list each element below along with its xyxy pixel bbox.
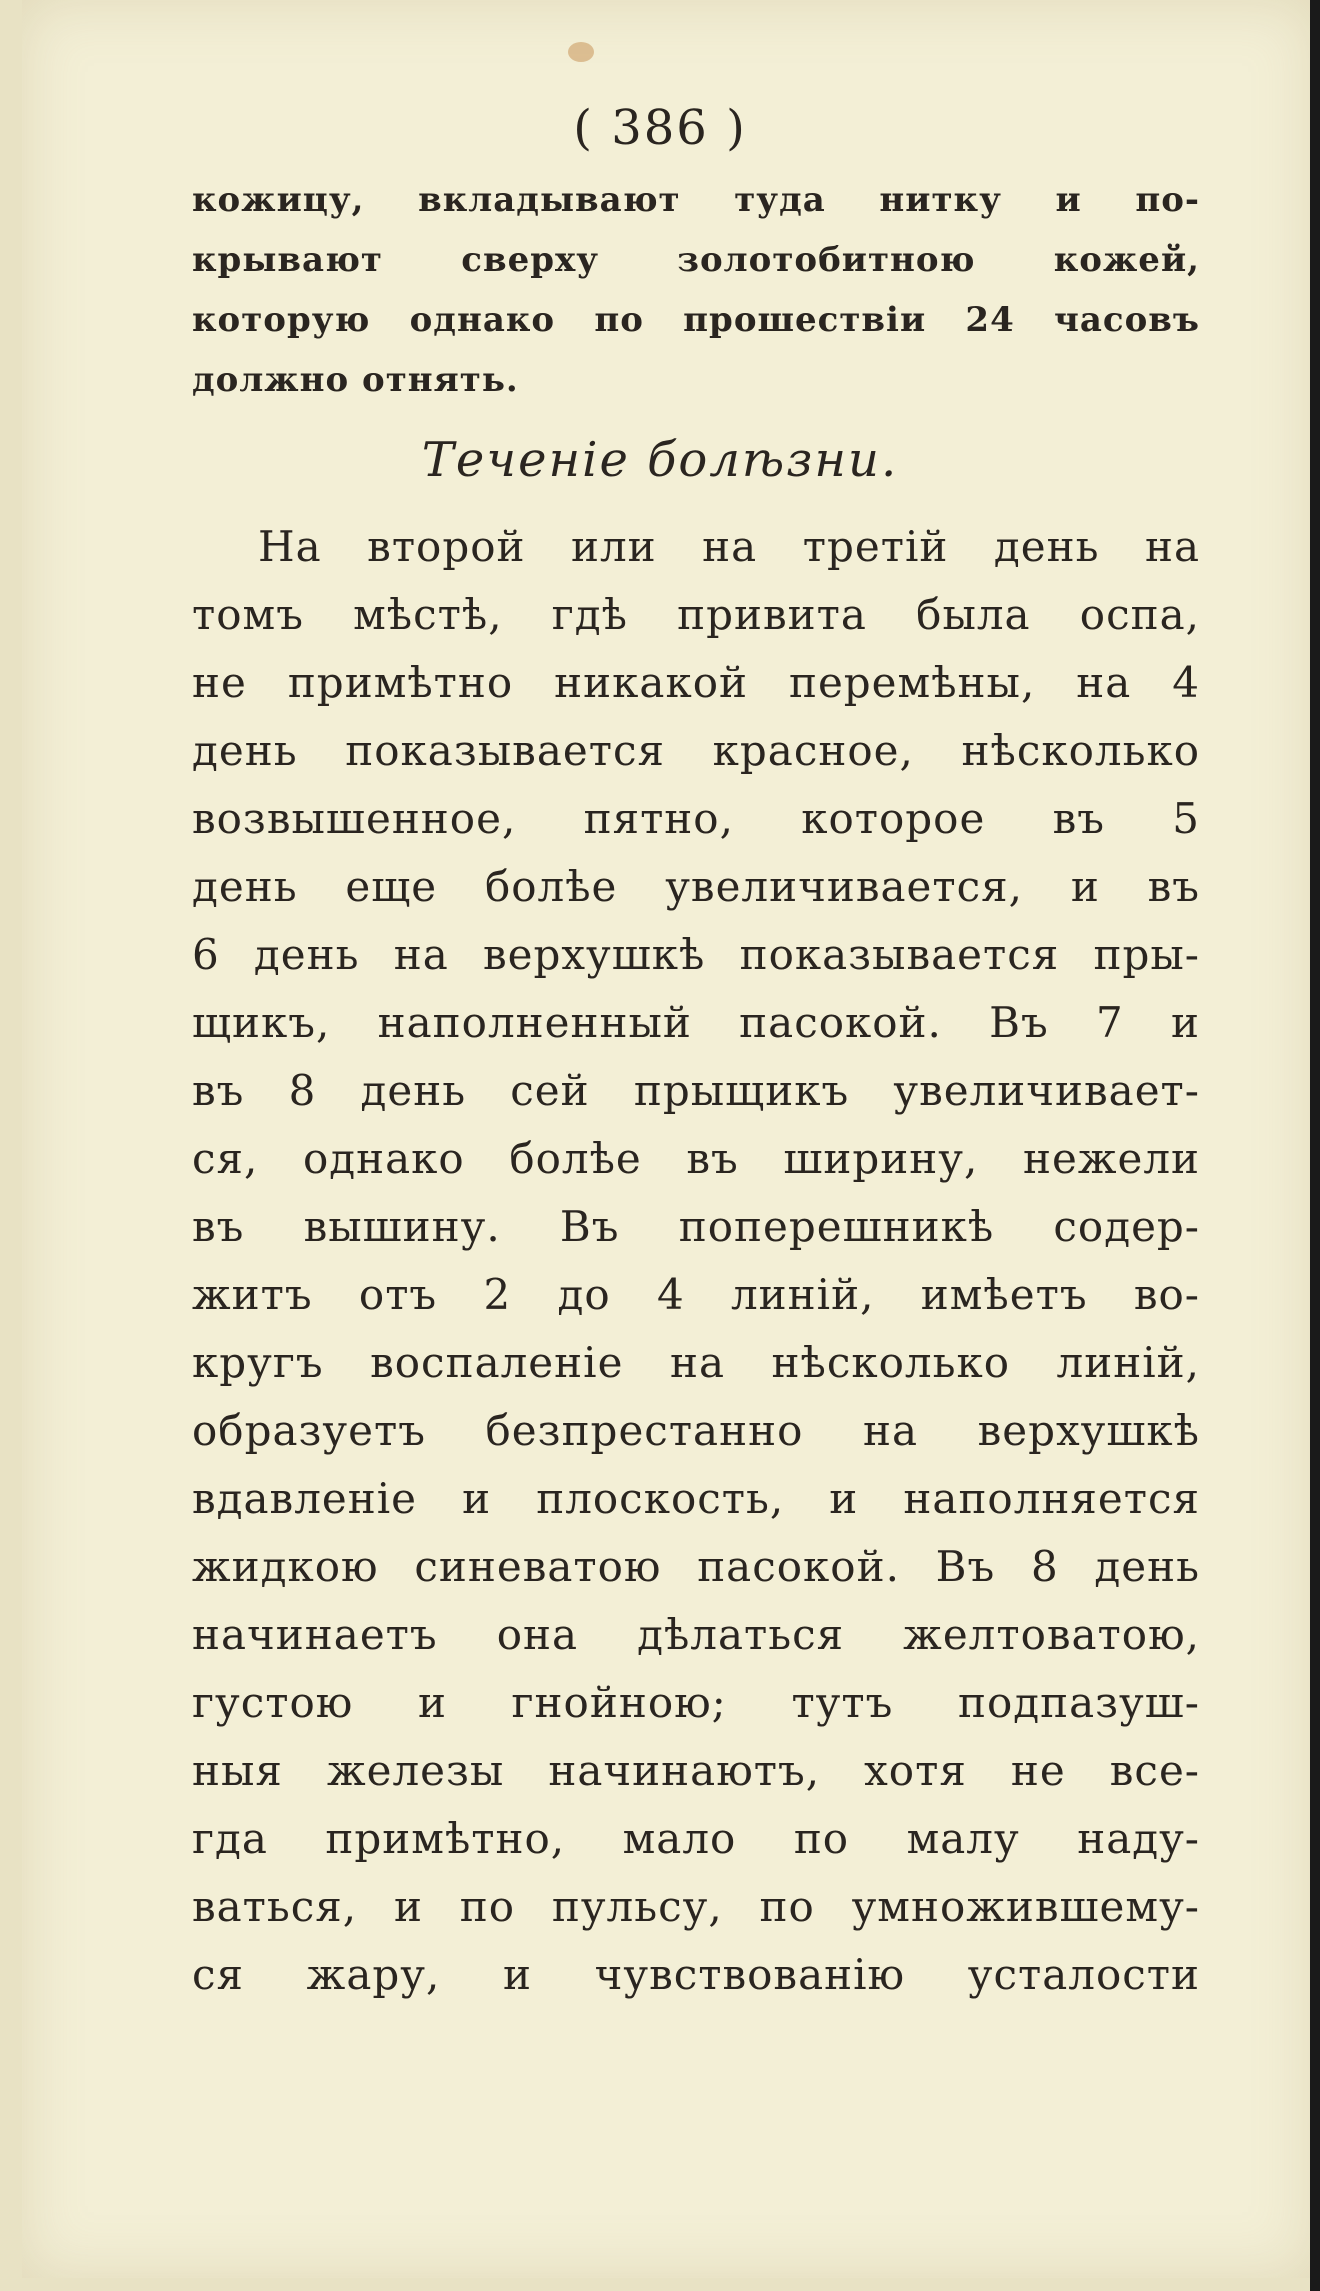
text-line: гда примѣтно, мало по малу наду- bbox=[192, 1814, 1200, 1863]
text-line: возвышенное, пятно, которое въ 5 bbox=[192, 794, 1200, 843]
text-line: ся, однако болѣе въ ширину, нежели bbox=[192, 1134, 1200, 1183]
text-line: житъ отъ 2 до 4 линій, имѣетъ во- bbox=[192, 1270, 1200, 1319]
ink-stain bbox=[568, 42, 594, 62]
text-line: въ 8 день сей прыщикъ увеличивает- bbox=[192, 1066, 1200, 1115]
text-line: ваться, и по пульсу, по умножившему- bbox=[192, 1882, 1200, 1931]
text-line: томъ мѣстѣ, гдѣ привита была оспа, bbox=[192, 590, 1200, 639]
text-line: кругъ воспаленіе на нѣсколько линій, bbox=[192, 1338, 1200, 1387]
text-line: образуетъ безпрестанно на верхушкѣ bbox=[192, 1406, 1200, 1455]
text-line: кожицу, вкладывают туда нитку и по- bbox=[192, 180, 1200, 220]
page-number: ( 386 ) bbox=[573, 100, 747, 156]
text-line: ся жару, и чувствованію усталости bbox=[192, 1950, 1200, 1999]
text-line: должно отнять. bbox=[192, 360, 519, 400]
text-line: которую однако по прошествіи 24 часовъ bbox=[192, 300, 1200, 340]
text-line: густою и гнойною; тутъ подпазуш- bbox=[192, 1678, 1200, 1727]
scan-edge bbox=[1310, 0, 1320, 2291]
text-line: жидкою синеватою пасокой. Въ 8 день bbox=[192, 1542, 1200, 1591]
text-line: начинаетъ она дѣлаться желтоватою, bbox=[192, 1610, 1200, 1659]
text-line: вдавленіе и плоскость, и наполняется bbox=[192, 1474, 1200, 1523]
text-line: въ вышину. Въ поперешникѣ содер- bbox=[192, 1202, 1200, 1251]
text-line: не примѣтно никакой перемѣны, на 4 bbox=[192, 658, 1200, 707]
text-line: день еще болѣе увеличивается, и въ bbox=[192, 862, 1200, 911]
text-line: щикъ, наполненный пасокой. Въ 7 и bbox=[192, 998, 1200, 1047]
text-line: На второй или на третій день на bbox=[258, 522, 1200, 571]
text-line: день показывается красное, нѣсколько bbox=[192, 726, 1200, 775]
text-line: 6 день на верхушкѣ показывается пры- bbox=[192, 930, 1200, 979]
text-line: ныя железы начинаютъ, хотя не все- bbox=[192, 1746, 1200, 1795]
text-line: крывают сверху золотобитною кожей, bbox=[192, 240, 1200, 280]
section-heading: Теченіе болѣзни. bbox=[421, 432, 899, 488]
